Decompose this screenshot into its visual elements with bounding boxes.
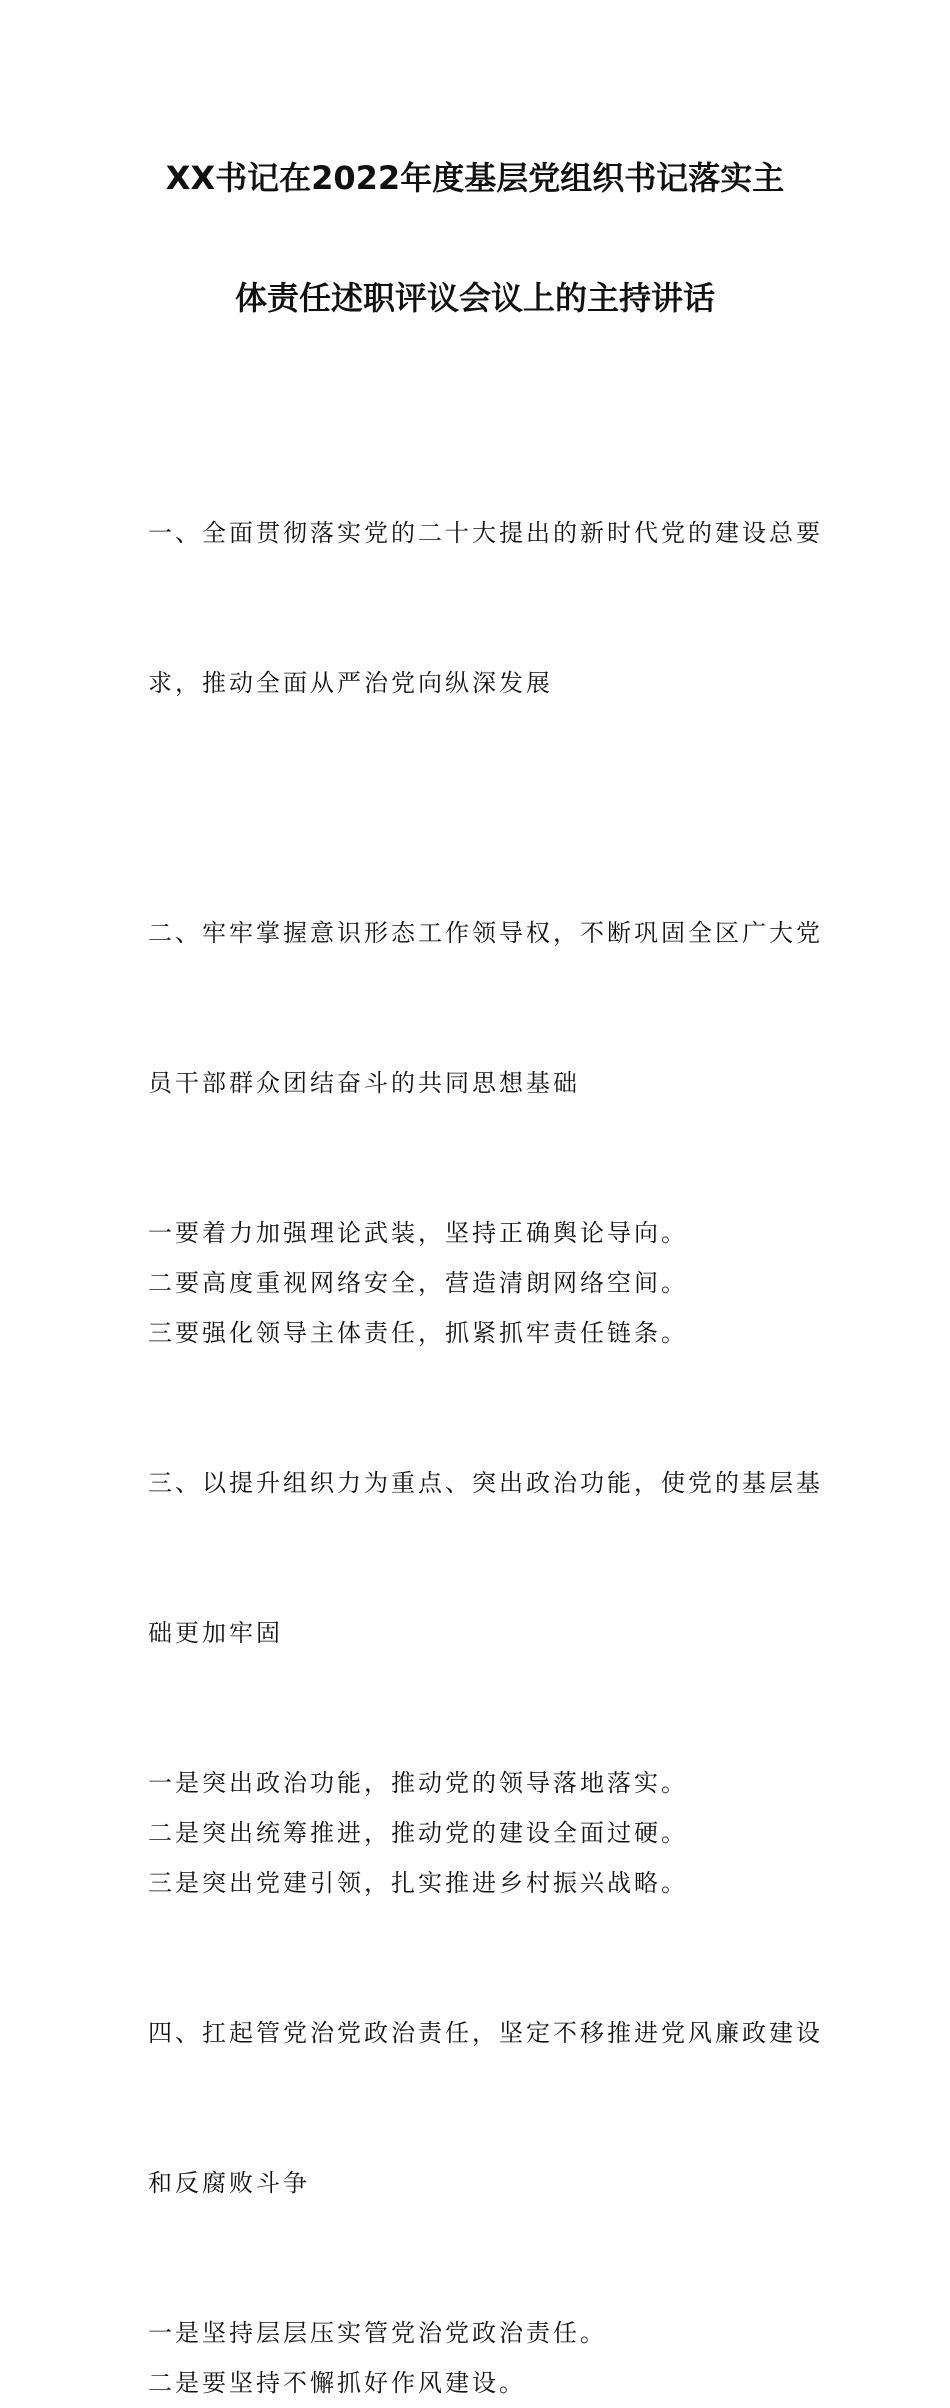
paragraph-6-line-2: 础更加牢固 bbox=[148, 1619, 283, 1647]
paragraph-3-line-1: 一要着力加强理论武装，坚持正确舆论导向。 bbox=[148, 1219, 688, 1247]
paragraph-12-line-1: 二是要坚持不懈抓好作风建设。 bbox=[148, 2369, 526, 2397]
paragraph-9 bbox=[148, 1858, 818, 1908]
document-body bbox=[148, 408, 823, 2408]
paragraph-1-line-1: 一、全面贯彻落实党的二十大提出的新时代党的建设总要 bbox=[148, 519, 823, 547]
paragraph-6 bbox=[148, 1358, 823, 1758]
paragraph-1-line-2: 求，推动全面从严治党向纵深发展 bbox=[148, 669, 553, 697]
paragraph-5 bbox=[148, 1308, 818, 1358]
paragraph-2-line-1: 二、牢牢掌握意识形态工作领导权，不断巩固全区广大党 bbox=[148, 919, 823, 947]
paragraph-2-line-2: 员干部群众团结奋斗的共同思想基础 bbox=[148, 1069, 580, 1097]
paragraph-10 bbox=[148, 1908, 823, 2308]
paragraph-4 bbox=[148, 1258, 818, 1308]
paragraph-3 bbox=[148, 1208, 818, 1258]
paragraph-7 bbox=[148, 1758, 818, 1808]
paragraph-7-line-1: 一是突出政治功能，推动党的领导落地落实。 bbox=[148, 1769, 688, 1797]
paragraph-11 bbox=[148, 2308, 818, 2358]
paragraph-12 bbox=[148, 2358, 818, 2408]
paragraph-4-line-1: 二要高度重视网络安全，营造清朗网络空间。 bbox=[148, 1269, 688, 1297]
paragraph-8 bbox=[148, 1808, 818, 1858]
paragraph-8-line-1: 二是突出统筹推进，推动党的建设全面过硬。 bbox=[148, 1819, 688, 1847]
paragraph-2 bbox=[148, 808, 823, 1208]
document-title-line-2: 体责任述职评议会议上的主持讲话 bbox=[234, 279, 715, 317]
paragraph-11-line-1: 一是坚持层层压实管党治党政治责任。 bbox=[148, 2319, 607, 2347]
paragraph-1 bbox=[148, 408, 823, 808]
document-title-line-1: XX书记在2022年度基层党组织书记落实主 bbox=[165, 159, 785, 197]
paragraph-10-line-1: 四、扛起管党治党政治责任，坚定不移推进党风廉政建设 bbox=[148, 2019, 823, 2047]
paragraph-9-line-1: 三是突出党建引领，扎实推进乡村振兴战略。 bbox=[148, 1869, 688, 1897]
paragraph-10-line-2: 和反腐败斗争 bbox=[148, 2169, 310, 2197]
paragraph-5-line-1: 三要强化领导主体责任，抓紧抓牢责任链条。 bbox=[148, 1319, 688, 1347]
paragraph-6-line-1: 三、以提升组织力为重点、突出政治功能，使党的基层基 bbox=[148, 1469, 823, 1497]
